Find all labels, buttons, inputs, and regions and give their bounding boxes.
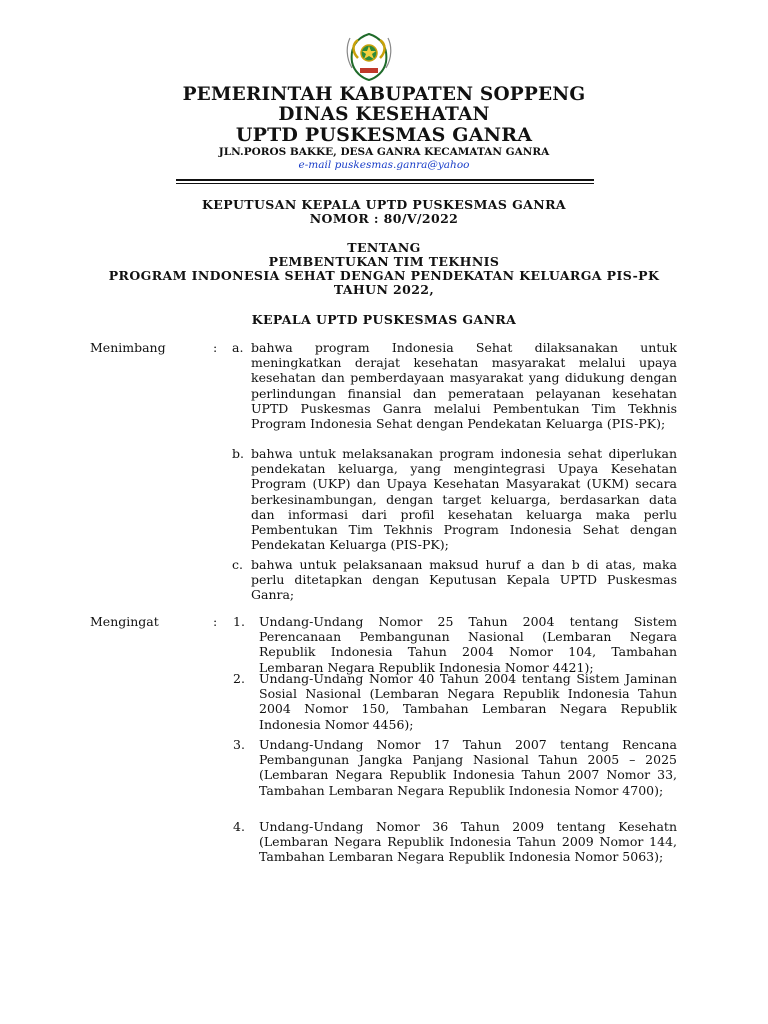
decision-number: NOMOR : 80/V/2022 [309, 211, 459, 226]
mengingat-marker-1: 1. [233, 614, 245, 629]
about-label: TENTANG [347, 240, 421, 255]
header-divider-thick [176, 179, 594, 181]
mengingat-label: Mengingat [90, 614, 159, 629]
mengingat-item-2: Undang-Undang Nomor 40 Tahun 2004 tentang Sistem Jaminan Sosial Nasional (Lembaran Negara Republik Indonesia Tahun 2004 Nomor 150, Tambahan Lembaran Negara Republik Indonesia Nomor 4456); [259, 671, 677, 732]
menimbang-marker-a: a. [232, 340, 244, 355]
menimbang-item-a: bahwa program Indonesia Sehat dilaksanakan untuk meningkatkan derajat kesehatan masyarakat melalui upaya kesehatan dan pemberdayaan masyarakat yang didukung dengan perlindungan finansial dan pemerataan pelayanan kesehatan UPTD Puskesmas Ganra melalui Pembentukan Tim Tekhnis Program Indonesia Sehat dengan Pendekatan Keluarga (PIS-PK); [251, 340, 677, 432]
menimbang-label: Menimbang [90, 340, 166, 355]
sopeng-regency-seal-icon [342, 28, 396, 84]
mengingat-item-1: Undang-Undang Nomor 25 Tahun 2004 tentang Sistem Perencanaan Pembangunan Nasional (Lembaran Negara Republik Indonesia Tahun 2004 Nomor 104, Tambahan Lembaran Negara Republik Indonesia Nomor 4421); [259, 614, 677, 675]
mengingat-item-3: Undang-Undang Nomor 17 Tahun 2007 tentang Rencana Pembangunan Jangka Panjang Nasional Tahun 2005 – 2025 (Lembaran Negara Republik Indonesia Tahun 2007 Nomor 33, Tambahan Lembaran Negara Republik Indonesia Nomor 4700); [259, 737, 677, 798]
about-line-1: PEMBENTUKAN TIM TEKHNIS [268, 254, 500, 269]
mengingat-marker-4: 4. [233, 819, 245, 834]
menimbang-item-b: bahwa untuk melaksanakan program indonesia sehat diperlukan pendekatan keluarga, yang mengintegrasi Upaya Kesehatan Program (UKP) dan Upaya Kesehatan Masyarakat (UKM) secara berkesinambungan, dengan target keluarga, berdasarkan data dan informasi dari profil kesehatan keluarga maka perlu Pembentukan Tim Tekhnis Program Indonesia Sehat dengan Pendekatan Keluarga (PIS-PK); [251, 446, 677, 553]
email-link[interactable]: e-mail puskesmas.ganra@yahoo [298, 159, 470, 171]
header-divider-thin [176, 183, 594, 184]
about-line-3: TAHUN 2022, [333, 282, 435, 297]
unit-name: UPTD PUSKESMAS GANRA [235, 124, 533, 146]
decision-title: KEPUTUSAN KEPALA UPTD PUSKESMAS GANRA [202, 197, 566, 212]
mengingat-marker-3: 3. [233, 737, 245, 752]
menimbang-marker-b: b. [232, 446, 244, 461]
department-name: DINAS KESEHATAN [278, 104, 490, 125]
mengingat-colon: : [213, 614, 218, 629]
menimbang-item-c: bahwa untuk pelaksanaan maksud huruf a dan b di atas, maka perlu ditetapkan dengan Keputusan Kepala UPTD Puskesmas Ganra; [251, 557, 677, 603]
head-of-office: KEPALA UPTD PUSKESMAS GANRA [251, 312, 517, 327]
mengingat-item-4: Undang-Undang Nomor 36 Tahun 2009 tentang Kesehatn (Lembaran Negara Republik Indonesia Tahun 2009 Nomor 144, Tambahan Lembaran Negara Republik Indonesia Nomor 5063); [259, 819, 677, 865]
government-name: PEMERINTAH KABUPATEN SOPPENG [182, 84, 586, 105]
mengingat-marker-2: 2. [233, 671, 245, 686]
menimbang-marker-c: c. [232, 557, 243, 572]
about-line-2: PROGRAM INDONESIA SEHAT DENGAN PENDEKATAN KELUARGA PIS-PK [108, 268, 660, 283]
address: JLN.POROS BAKKE, DESA GANRA KECAMATAN GANRA [218, 146, 550, 158]
menimbang-colon: : [213, 340, 218, 355]
